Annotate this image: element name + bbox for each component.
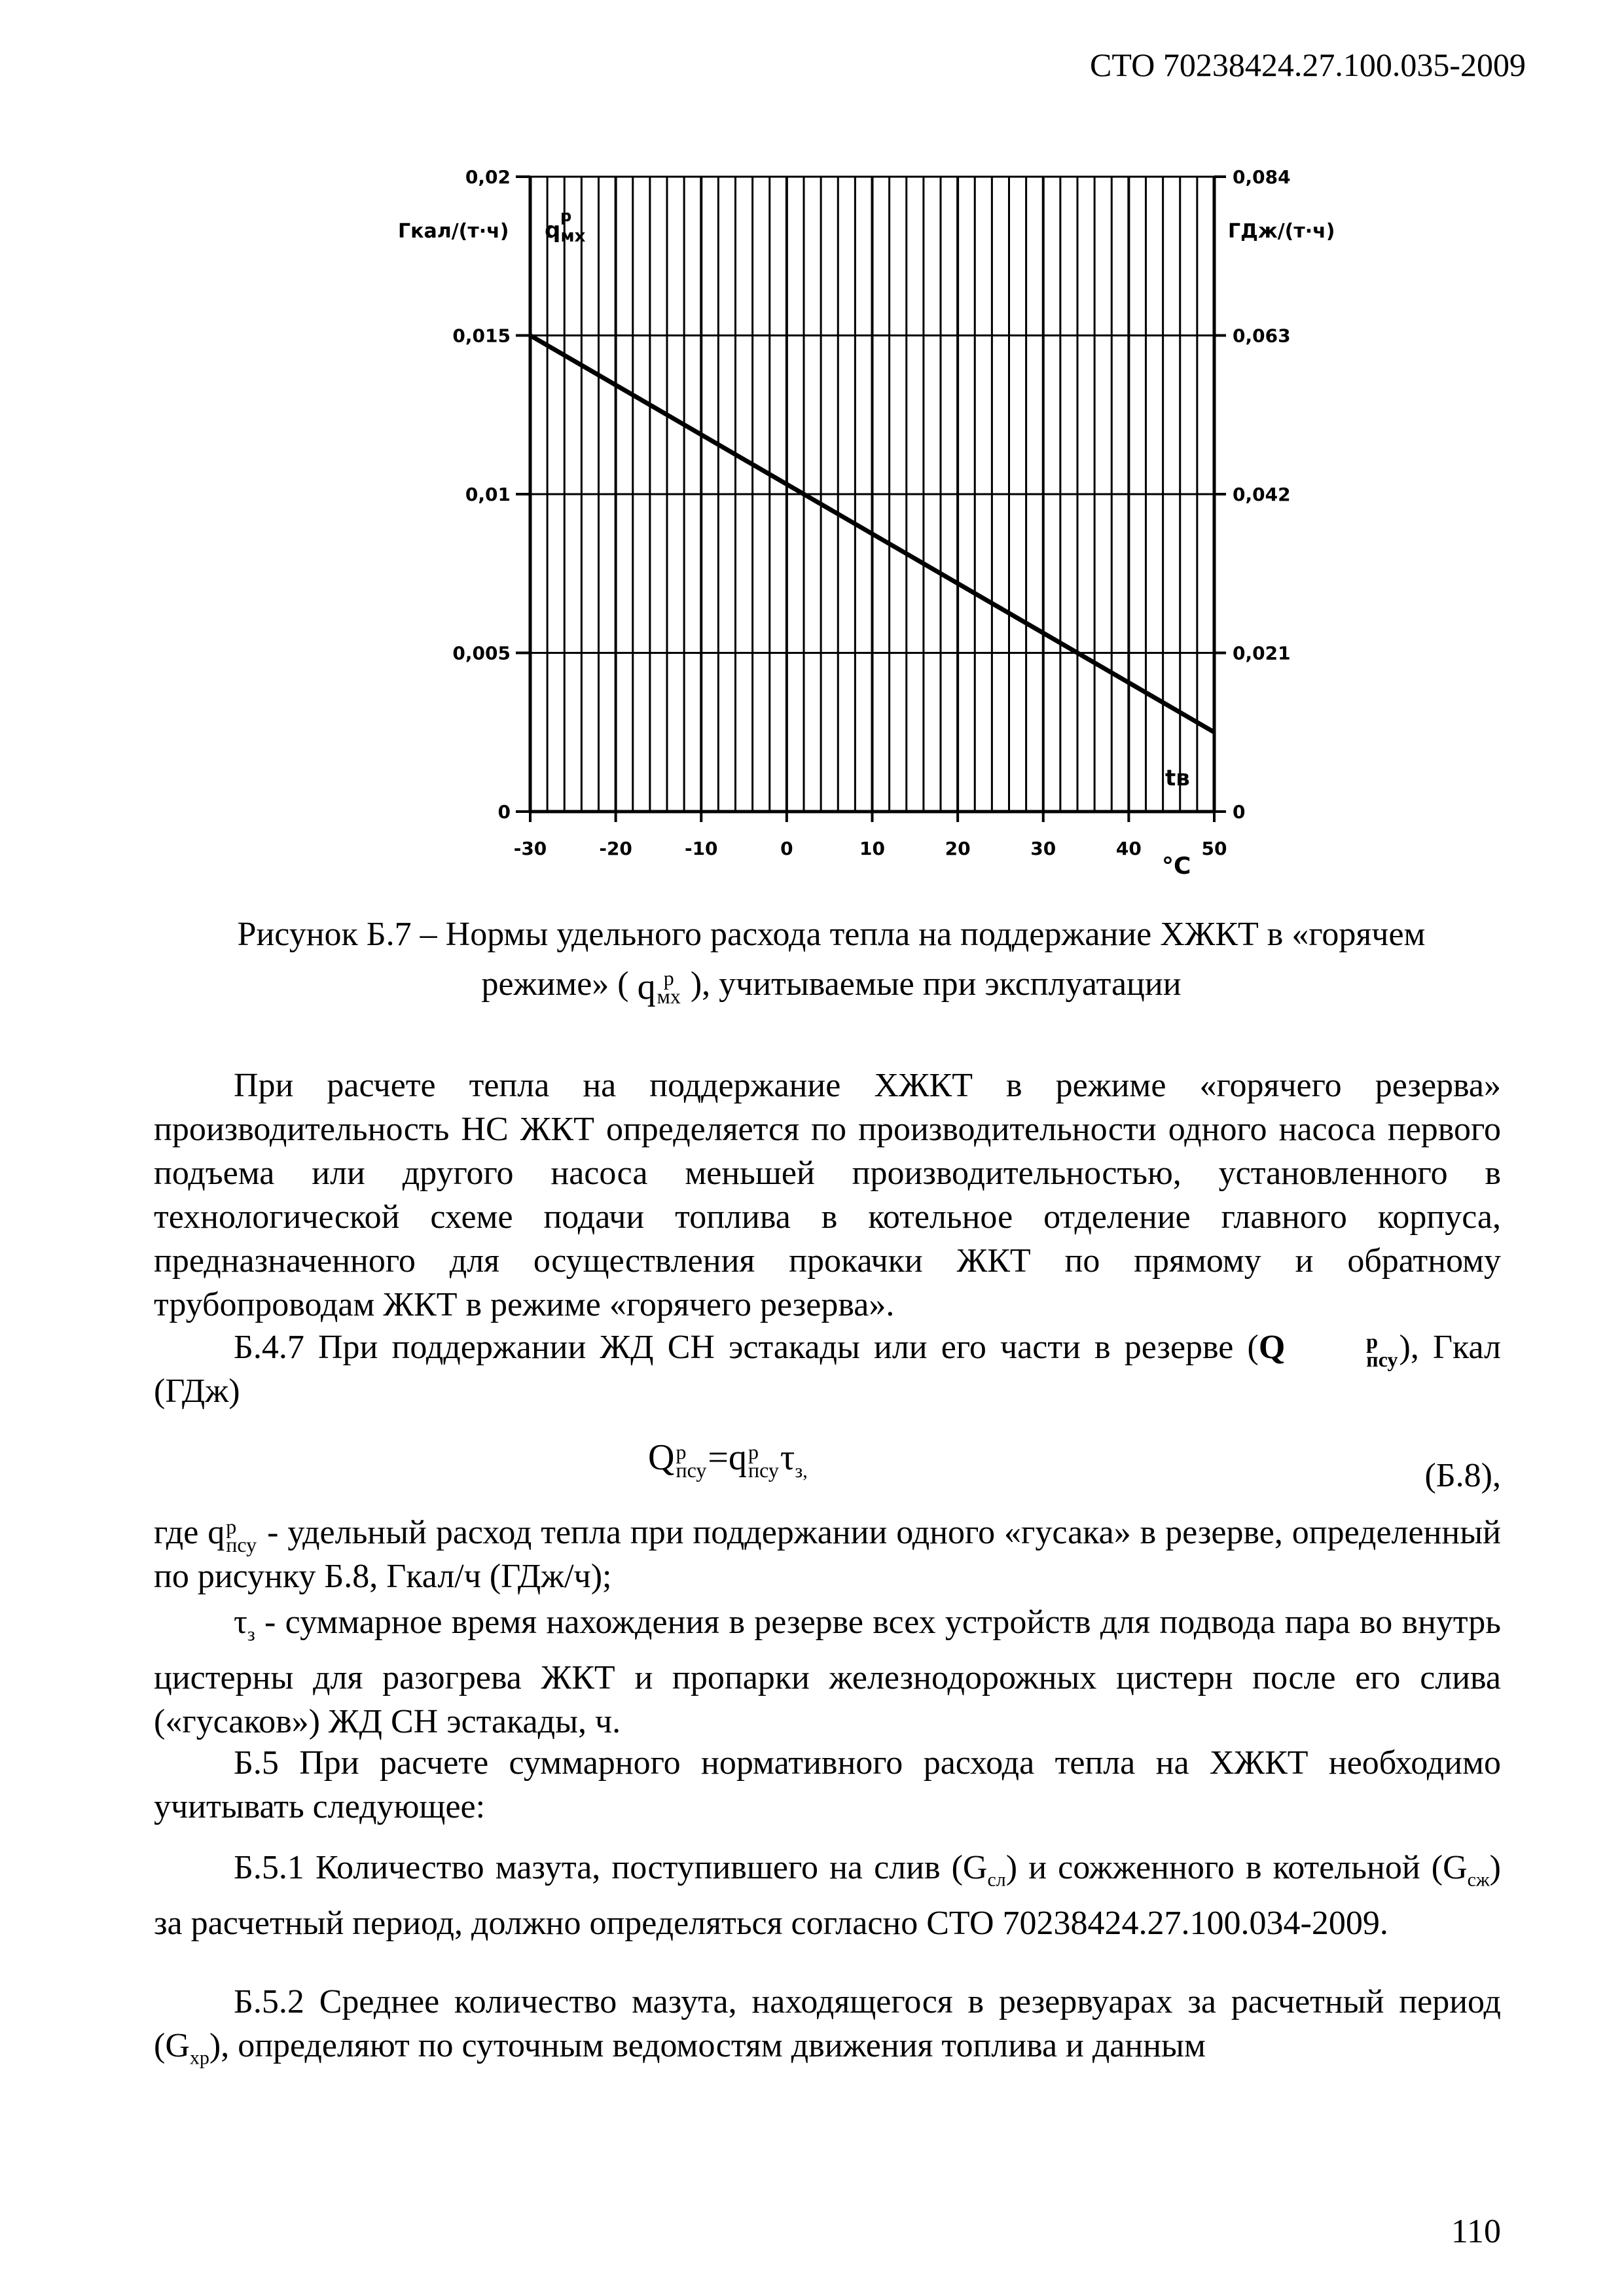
x-variable-label: tв: [1165, 765, 1190, 791]
x-tick-label: 30: [1030, 838, 1056, 859]
caption-line-1: Рисунок Б.7 – Нормы удельного расхода тепла на поддержание ХЖКТ в «горячем: [237, 916, 1426, 953]
right-tick-label: 0,042: [1233, 484, 1291, 505]
x-axis-ticks: [514, 812, 1227, 859]
caption-line-2: режиме» ( q р мх ), учитываемые при эксплуатации: [481, 965, 1182, 1009]
x-tick-label: 40: [1115, 838, 1142, 859]
paragraph-where: где q р псу - удельный расход тепла при поддержании одного «гусака» в резерве, определенный по рисунку Б.8, Гкал/ч (ГДж/ч);: [154, 1514, 1501, 1595]
paragraph-b52: Б.5.2 Среднее количество мазута, находящегося в резервуарах за расчетный период $(G_{хр})$, определяют по суточным ведомостям движения топлива и данным: [154, 1983, 1501, 2069]
chart-grid: [530, 177, 1214, 812]
left-axis-unit: Гкал/(т·ч): [398, 220, 509, 243]
right-tick-label: 0,084: [1233, 166, 1291, 188]
left-tick-label: 0: [497, 801, 511, 823]
x-tick-label: 20: [945, 838, 971, 859]
x-axis-unit: °C: [1162, 853, 1191, 880]
x-tick-label: 10: [859, 838, 885, 859]
x-tick-label: -10: [684, 838, 718, 859]
document-code: СТО 70238424.27.100.035-2009: [1090, 46, 1526, 83]
left-axis-ticks: [452, 166, 530, 823]
paragraph-tau: $\tau_з$ - суммарное время нахождения в резерве всех устройств для подвода пара во внутрь цистерны для разогрева ЖКТ и пропарки железнодорожных цистерн после его слива («гусаков») ЖД СН эстакады, ч.: [154, 1604, 1501, 1741]
left-tick-label: 0,015: [452, 325, 511, 347]
paragraph-b5: Б.5 При расчете суммарного нормативного расхода тепла на ХЖКТ необходимо учитывать следующее:: [154, 1744, 1501, 1825]
left-axis-symbol: qмх: [545, 217, 586, 246]
x-tick-label: -20: [599, 838, 632, 859]
figure-caption: [131, 910, 1532, 1012]
right-tick-label: 0: [1233, 801, 1246, 823]
paragraph-b47: Б.4.7 При поддержании ЖД СН эстакады или его части в резерве (Q р псу ), Гкал (ГДж): [154, 1329, 1502, 1410]
heat-consumption-chart: [367, 151, 1388, 910]
left-tick-label: 0,01: [465, 484, 511, 505]
page-number: 110: [1451, 2213, 1501, 2250]
formula-number: (Б.8),: [1424, 1457, 1501, 1494]
right-tick-label: 0,021: [1233, 642, 1291, 664]
formula-b8: Q р псу =q р псу $\tau_{з,}$: [648, 1437, 808, 1482]
paragraph-b51: Б.5.1 Количество мазута, поступившего на слив $(G_{сл})$ и сожженного в котельной $(G_{сж})$ за расчетный период, должно определяться согласно СТО 70238424.27.100.034-2009.: [154, 1849, 1501, 1943]
right-tick-label: 0,063: [1233, 325, 1291, 347]
paragraph-hot-reserve: При расчете тепла на поддержание ХЖКТ в режиме «горячего резерва» производительность НС ЖКТ определяется по производительности одного насоса первого подъема или другого насоса меньшей производительностью, установленного в технологической схеме подачи топлива в котельное отделение главного корпуса, предназначенного для осуществления прокачки ЖКТ по прямому и обратному трубопроводам ЖКТ в режиме «горячего резерва».: [154, 1067, 1501, 1323]
left-tick-label: 0,02: [465, 166, 511, 188]
right-axis-unit: ГДж/(т·ч): [1228, 220, 1335, 243]
left-axis-symbol-sup: р: [560, 207, 572, 225]
right-axis-ticks: [1214, 166, 1291, 823]
left-tick-label: 0,005: [452, 642, 511, 664]
x-tick-label: -30: [513, 838, 547, 859]
x-tick-label: 0: [780, 838, 793, 859]
x-tick-label: 50: [1201, 838, 1227, 859]
